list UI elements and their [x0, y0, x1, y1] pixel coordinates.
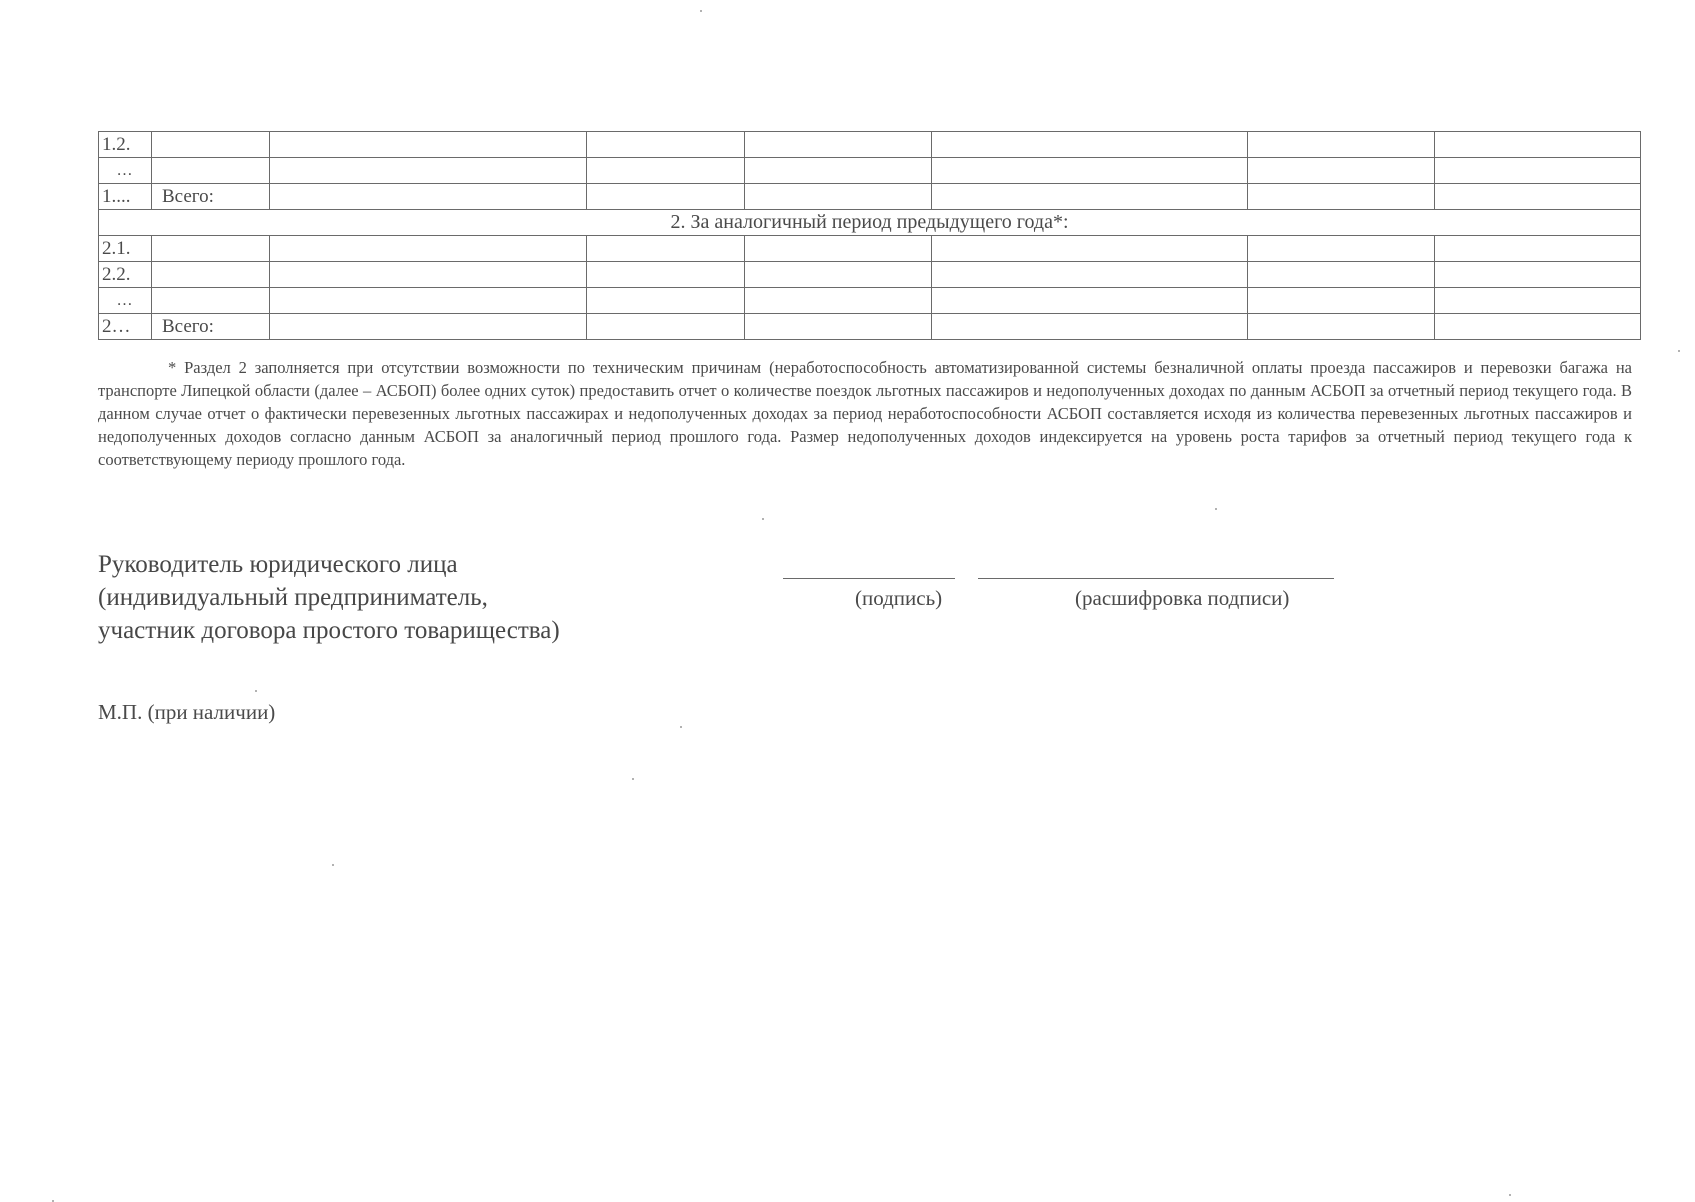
table-cell	[1435, 132, 1641, 158]
scan-speck	[1509, 1194, 1511, 1196]
report-table	[98, 131, 1641, 340]
table-cell	[587, 132, 745, 158]
row-number: 2.1.	[99, 236, 152, 262]
table-cell	[270, 314, 587, 340]
row-number: …	[99, 158, 152, 184]
table-cell	[1248, 314, 1435, 340]
row-total-label: Всего:	[152, 184, 270, 210]
row-number: 2…	[99, 314, 152, 340]
table-cell	[932, 236, 1248, 262]
table-cell	[745, 184, 932, 210]
table-cell	[1248, 262, 1435, 288]
stamp-label: М.П. (при наличии)	[98, 700, 276, 724]
signer-line: Руководитель юридического лица	[98, 551, 458, 578]
table-cell	[270, 236, 587, 262]
table-row	[99, 262, 1641, 288]
table-cell	[1248, 236, 1435, 262]
table-cell	[270, 288, 587, 314]
table-cell	[745, 288, 932, 314]
signature-decode-line[interactable]	[978, 578, 1334, 579]
table-cell	[1248, 288, 1435, 314]
scan-speck	[332, 864, 334, 866]
table-cell	[1248, 158, 1435, 184]
table-cell	[745, 132, 932, 158]
scan-speck	[632, 778, 634, 780]
table-cell	[587, 158, 745, 184]
table-row	[99, 236, 1641, 262]
table-cell	[932, 262, 1248, 288]
scan-speck	[680, 726, 682, 728]
table-cell	[587, 184, 745, 210]
table-cell	[932, 132, 1248, 158]
table-cell	[932, 314, 1248, 340]
signer-line: участник договора простого товарищества)	[98, 617, 560, 644]
row-label	[152, 236, 270, 262]
table-cell	[1248, 184, 1435, 210]
table-cell	[270, 262, 587, 288]
table-cell	[745, 236, 932, 262]
table-cell	[1435, 314, 1641, 340]
row-label	[152, 132, 270, 158]
table-cell	[587, 236, 745, 262]
row-label	[152, 262, 270, 288]
signer-title	[98, 548, 560, 647]
table-cell	[1435, 288, 1641, 314]
row-total-label: Всего:	[152, 314, 270, 340]
scan-speck	[700, 10, 702, 12]
table-cell	[1435, 184, 1641, 210]
table-cell	[745, 158, 932, 184]
table-body	[99, 132, 1641, 340]
signature-line[interactable]	[783, 578, 955, 579]
table-cell	[270, 158, 587, 184]
table-cell	[587, 262, 745, 288]
footnote: * Раздел 2 заполняется при отсутствии возможности по техническим причинам (неработоспособность автоматизированной системы безналичной оплаты проезда пассажиров и перевозки багажа на транспорте Липецкой области (далее – АСБОП) более одних суток) предоставить отчет о количестве поездок льготных пассажиров и недополученных доходах по данным АСБОП за отчетный период текущего года. В данном случае отчет о фактически перевезенных льготных пассажирах и недополученных доходах за период неработоспособности АСБОП составляется исходя из количества перевезенных льготных пассажиров и недополученных доходов согласно данным АСБОП за аналогичный период прошлого года. Размер недополученных доходов индексируется на уровень роста тарифов за отчетный период текущего года к соответствующему периоду прошлого года.	[98, 358, 1632, 469]
table-cell	[745, 262, 932, 288]
signer-line: (индивидуальный предприниматель,	[98, 584, 488, 611]
signature-decode-caption: (расшифровка подписи)	[1075, 586, 1290, 610]
table-cell	[745, 314, 932, 340]
row-number: 2.2.	[99, 262, 152, 288]
table-cell	[1435, 236, 1641, 262]
section-title: 2. За аналогичный период предыдущего года*:	[99, 210, 1641, 236]
table-cell	[1248, 132, 1435, 158]
table-row	[99, 132, 1641, 158]
section-row	[99, 210, 1641, 236]
table-cell	[270, 184, 587, 210]
row-number: 1....	[99, 184, 152, 210]
scan-speck	[762, 518, 764, 520]
table-cell	[932, 158, 1248, 184]
scan-speck	[255, 690, 257, 692]
table-row	[99, 314, 1641, 340]
table-cell	[1435, 262, 1641, 288]
scan-speck	[1215, 508, 1217, 510]
table-cell	[932, 184, 1248, 210]
table-row	[99, 288, 1641, 314]
row-label	[152, 158, 270, 184]
row-label	[152, 288, 270, 314]
table-cell	[587, 314, 745, 340]
table-row	[99, 158, 1641, 184]
scan-speck	[1678, 350, 1680, 352]
signature-caption: (подпись)	[855, 586, 943, 610]
row-number: …	[99, 288, 152, 314]
row-number: 1.2.	[99, 132, 152, 158]
table-cell	[932, 288, 1248, 314]
table-cell	[270, 132, 587, 158]
table-row	[99, 184, 1641, 210]
table-cell	[1435, 158, 1641, 184]
table-cell	[587, 288, 745, 314]
